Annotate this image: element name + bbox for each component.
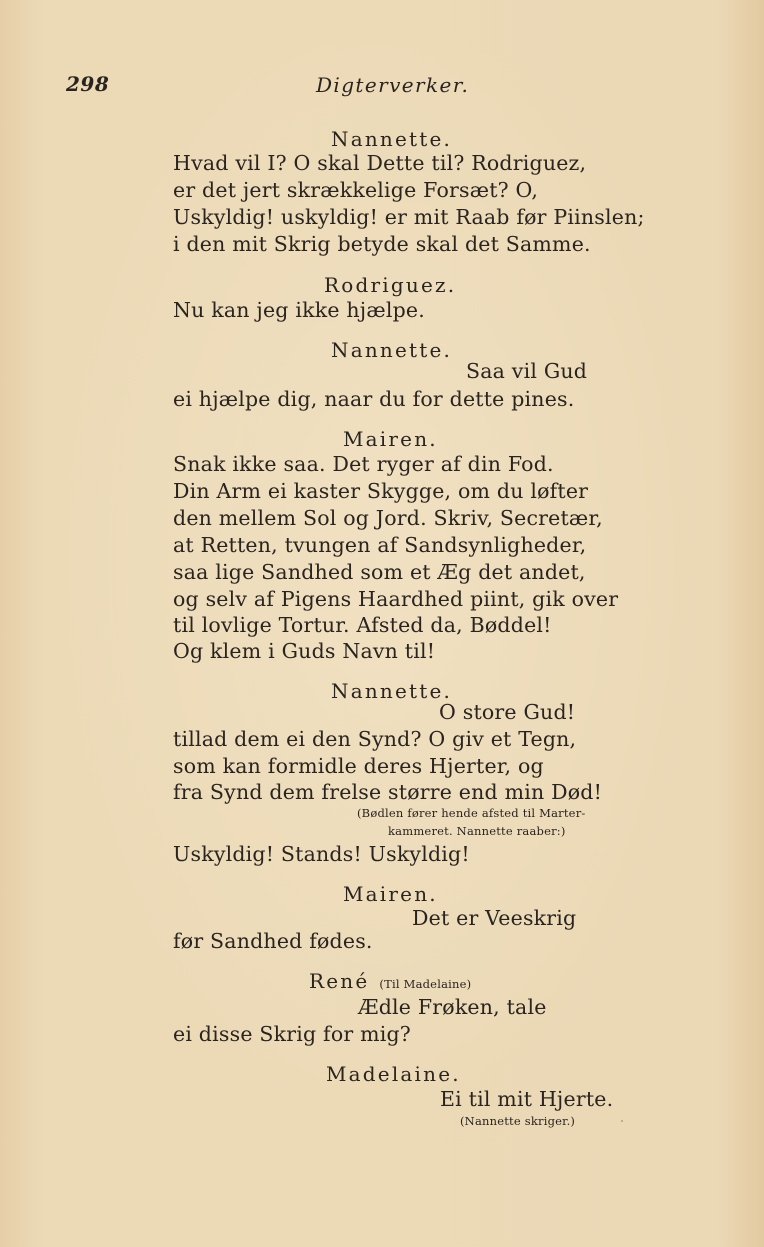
verse-line: Saa vil Gud (466, 359, 588, 383)
verse-line: Uskyldig! Stands! Uskyldig! (173, 842, 470, 866)
verse-line: før Sandhed fødes. (173, 929, 373, 953)
verse-line: tillad dem ei den Synd? O giv et Tegn, (173, 727, 577, 751)
stage-direction: (Nannette skriger.) (460, 1114, 576, 1128)
verse-line: Hvad vil I? O skal Dette til? Rodriguez, (173, 151, 587, 175)
verse-line: at Retten, tvungen af Sandsynligheder, (173, 533, 587, 557)
speaker-name: Nannette. (331, 127, 453, 151)
verse-line: Det er Veeskrig (412, 906, 577, 930)
speaker-name: René (309, 969, 370, 993)
verse-line: saa lige Sandhed som et Æg det andet, (173, 560, 586, 584)
verse-line: O store Gud! (439, 700, 576, 724)
verse-line: ei disse Skrig for mig? (173, 1022, 411, 1046)
speaker-name: Nannette. (331, 679, 453, 703)
verse-line: Og klem i Guds Navn til! (173, 639, 436, 663)
verse-line: Din Arm ei kaster Skygge, om du løfter (173, 479, 589, 503)
stage-direction: (Bødlen fører hende afsted til Marter- (357, 806, 586, 820)
verse-line: til lovlige Tortur. Afsted da, Bøddel! (173, 613, 552, 637)
page-number: 298 (66, 72, 110, 96)
speaker-name: Rodriguez. (324, 273, 457, 297)
verse-line: Nu kan jeg ikke hjælpe. (173, 298, 425, 322)
verse-line: og selv af Pigens Haardhed piint, gik over (173, 587, 619, 611)
verse-line: som kan formidle deres Hjerter, og (173, 754, 544, 778)
paper-speck (621, 1120, 623, 1122)
verse-line: fra Synd dem frelse større end min Død! (173, 780, 603, 804)
running-title: Digterverker. (316, 73, 470, 97)
verse-line: i den mit Skrig betyde skal det Samme. (173, 232, 591, 256)
speaker-name: Mairen. (343, 882, 438, 906)
verse-line: Snak ikke saa. Det ryger af din Fod. (173, 452, 554, 476)
stage-direction: (Til Madelaine) (379, 977, 472, 991)
verse-line: Uskyldig! uskyldig! er mit Raab før Piinslen; (173, 205, 645, 229)
speaker-name: Mairen. (343, 427, 438, 451)
speaker-name: Nannette. (331, 338, 453, 362)
verse-line: er det jert skrækkelige Forsæt? O, (173, 178, 539, 202)
verse-line: ei hjælpe dig, naar du for dette pines. (173, 387, 575, 411)
speaker-line (309, 969, 471, 993)
verse-line: Ei til mit Hjerte. (440, 1087, 614, 1111)
stage-direction: kammeret. Nannette raaber:) (388, 824, 566, 838)
verse-line: den mellem Sol og Jord. Skriv, Secretær, (173, 506, 603, 530)
verse-line: Ædle Frøken, tale (358, 995, 547, 1019)
speaker-name: Madelaine. (326, 1062, 461, 1086)
